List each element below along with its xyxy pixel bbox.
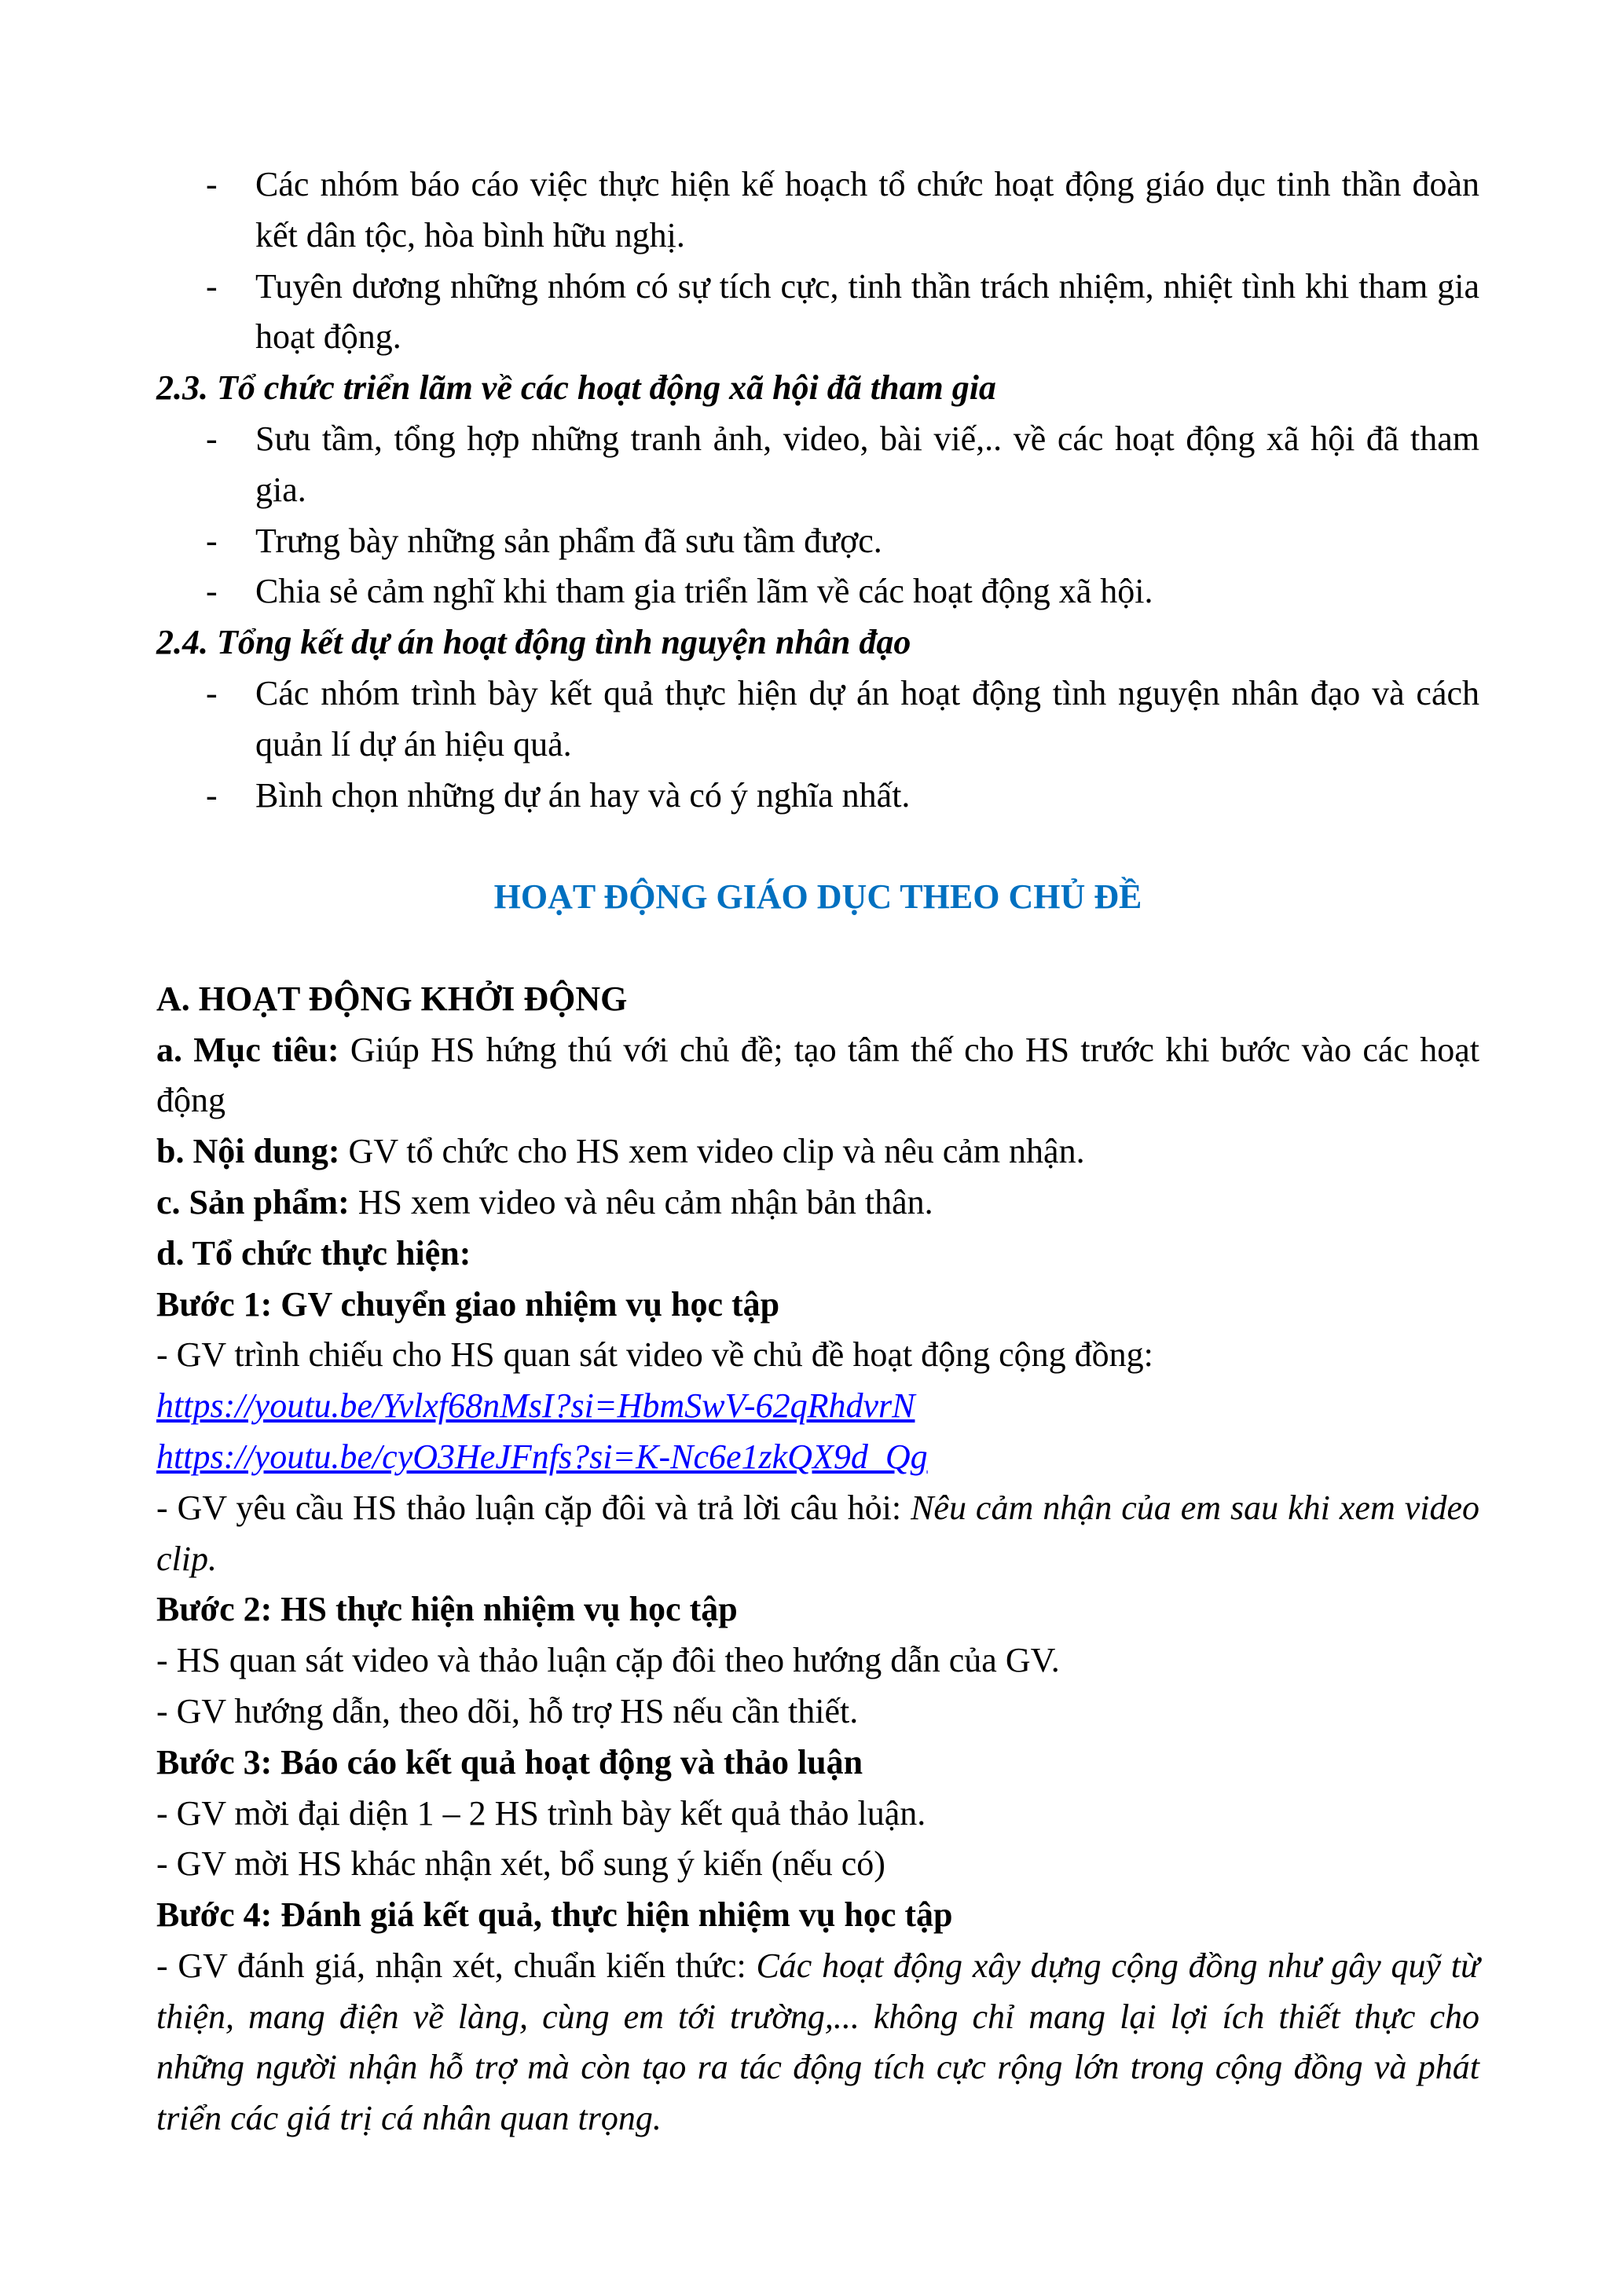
bullet-dash: - [206, 165, 218, 203]
list-item [156, 414, 1479, 516]
step-1-question: Nêu cảm nhận của em sau khi xem video clip. [156, 1488, 1479, 1578]
step-4-lead: - GV đánh giá, nhận xét, chuẩn kiến thức: [156, 1946, 757, 1985]
step-4-conclusion: Các hoạt động xây dựng cộng đồng như gây quỹ từ thiện, mang điện về làng, cùng em tới trường,... không chỉ mang lại lợi ích thiết thực cho những người nhận hỗ trợ mà còn tạo ra tác động tích cực rộng lớn trong cộng đồng và phát triển các giá trị cá nhân quan trọng. [156, 1946, 1479, 2138]
product-paragraph [156, 1177, 1479, 1229]
list-item-text: Bình chọn những dự án hay và có ý nghĩa nhất. [255, 775, 911, 815]
objective-paragraph [156, 1025, 1479, 1127]
page-title: HOẠT ĐỘNG GIÁO DỤC THEO CHỦ ĐỀ [493, 877, 1142, 917]
organization-label: d. Tổ chức thực hiện: [156, 1233, 471, 1273]
content-text: GV tổ chức cho HS xem video clip và nêu cảm nhận. [339, 1132, 1085, 1171]
objective-text: Giúp HS hứng thú với chủ đề; tạo tâm thế cho HS trước khi bước vào các hoạt động [156, 1030, 1479, 1120]
list-item-text: Chia sẻ cảm nghĩ khi tham gia triển lãm về các hoạt động xã hội. [255, 572, 1153, 611]
list-item-text: Các nhóm trình bày kết quả thực hiện dự án hoạt động tình nguyện nhân đạo và cách quản lí dự án hiệu quả. [255, 673, 1479, 764]
bullet-dash: - [206, 521, 218, 560]
content-label: b. Nội dung: [156, 1132, 340, 1171]
step-1-heading: Bước 1: GV chuyển giao nhiệm vụ học tập [156, 1284, 780, 1324]
list-item [156, 262, 1479, 364]
step-1-text: - GV trình chiếu cho HS quan sát video về chủ đề hoạt động cộng đồng: [156, 1335, 1153, 1375]
product-label: c. Sản phẩm: [156, 1182, 350, 1221]
step-1-question-paragraph [156, 1483, 1479, 1585]
list-item-text: Sưu tầm, tổng hợp những tranh ảnh, video, bài viế,.. về các hoạt động xã hội đã tham gia. [255, 419, 1479, 509]
list-item-text: Tuyên dương những nhóm có sự tích cực, tinh thần trách nhiệm, nhiệt tình khi tham gia hoạt động. [255, 266, 1479, 357]
step-1-instruction: - GV yêu cầu HS thảo luận cặp đôi và trả lời câu hỏi: [156, 1488, 911, 1527]
bullet-dash: - [206, 266, 218, 306]
bullet-dash: - [206, 775, 218, 815]
video-link-1[interactable]: https://youtu.be/Yvlxf68nMsI?si=HbmSwV-62qRhdvrN [156, 1386, 915, 1426]
step-3-text: - GV mời HS khác nhận xét, bổ sung ý kiến (nếu có) [156, 1844, 885, 1884]
list-item [156, 771, 1479, 822]
content-paragraph [156, 1126, 1479, 1177]
bullet-dash: - [206, 419, 218, 458]
step-4-paragraph [156, 1941, 1479, 2144]
bullet-dash: - [206, 572, 218, 611]
document-page [156, 159, 1479, 2144]
part-a-heading: A. HOẠT ĐỘNG KHỞI ĐỘNG [156, 979, 628, 1018]
video-link-2[interactable]: https://youtu.be/cyO3HeJFnfs?si=K-Nc6e1zkQX9d_Qg [156, 1437, 928, 1476]
step-3-heading: Bước 3: Báo cáo kết quả hoạt động và thảo luận [156, 1742, 863, 1782]
list-item [156, 159, 1479, 262]
list-item-text: Các nhóm báo cáo việc thực hiện kế hoạch tổ chức hoạt động giáo dục tinh thần đoàn kết dân tộc, hòa bình hữu nghị. [255, 165, 1479, 255]
bullet-dash: - [206, 673, 218, 712]
list-item [156, 516, 1479, 567]
step-2-text: - GV hướng dẫn, theo dõi, hỗ trợ HS nếu cần thiết. [156, 1691, 859, 1730]
step-3-text: - GV mời đại diện 1 – 2 HS trình bày kết quả thảo luận. [156, 1793, 926, 1833]
section-heading-2-3: 2.3. Tổ chức triển lãm về các hoạt động xã hội đã tham gia [156, 368, 996, 408]
product-text: HS xem video và nêu cảm nhận bản thân. [349, 1182, 933, 1221]
list-item-text: Trưng bày những sản phẩm đã sưu tầm được. [255, 521, 882, 560]
objective-label: a. Mục tiêu: [156, 1030, 339, 1069]
step-4-heading: Bước 4: Đánh giá kết quả, thực hiện nhiệm vụ học tập [156, 1895, 953, 1935]
section-heading-2-4: 2.4. Tổng kết dự án hoạt động tình nguyện nhân đạo [156, 623, 911, 662]
step-2-text: - HS quan sát video và thảo luận cặp đôi theo hướng dẫn của GV. [156, 1641, 1060, 1680]
step-2-heading: Bước 2: HS thực hiện nhiệm vụ học tập [156, 1590, 738, 1629]
list-item [156, 668, 1479, 771]
list-item [156, 566, 1479, 617]
